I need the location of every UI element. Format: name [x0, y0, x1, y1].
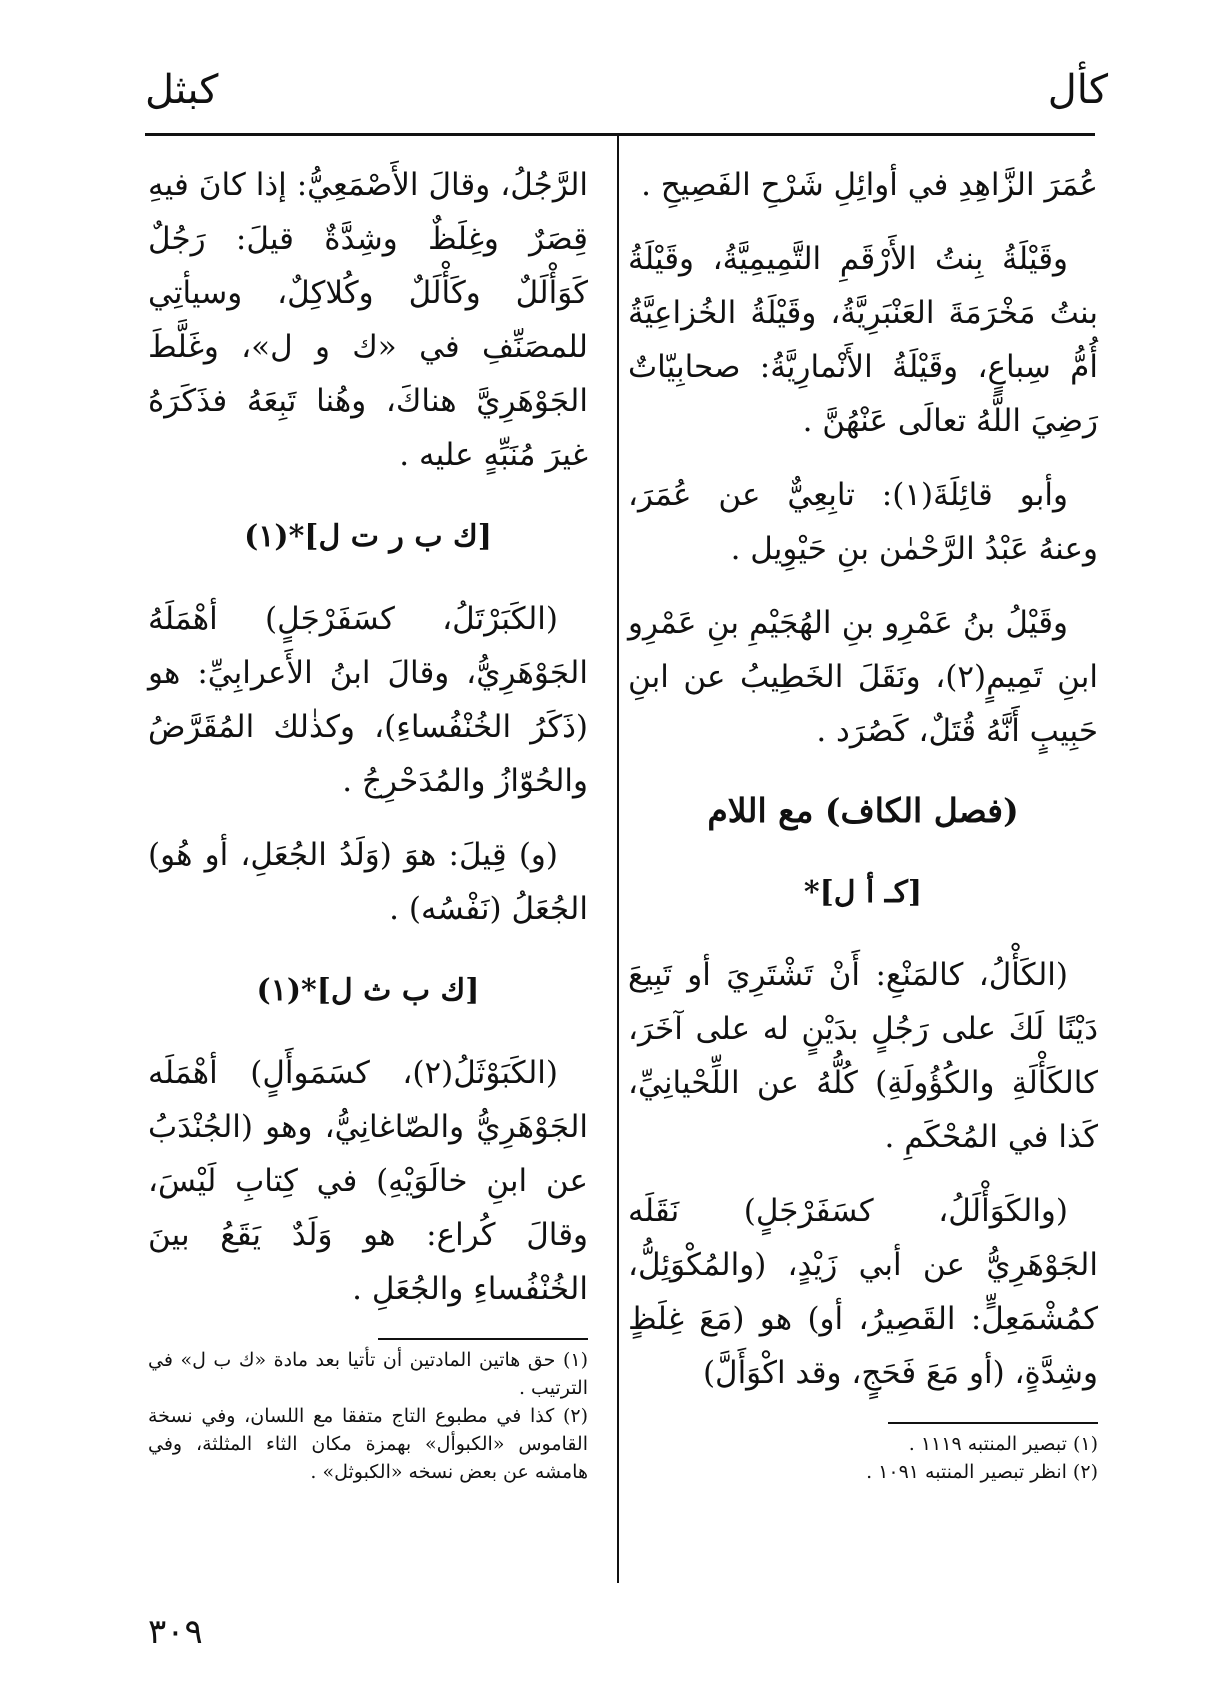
column-divider	[617, 133, 619, 1583]
paragraph: وأبو قائِلَةَ(١): تابِعِيٌّ عن عُمَرَ، وعنهُ عَبْدُ الرَّحْمٰن بنِ حَيْوِيل .	[628, 477, 1098, 567]
entry-heading: [ك ب ر ت ل]*(١)	[244, 519, 492, 554]
paragraph: (الكَبَرْتَلُ، كسَفَرْجَلٍ) أهْمَلَهُ الجَوْهَرِيُّ، وقالَ ابنُ الأَعرابِيِّ: هو (ذَكَرُ الخُنْفُساءِ)، وكذٰلك المُقَرَّضُ والحُوّازُ والمُدَحْرِجُ .	[148, 601, 588, 799]
paragraph: (الكَأْلُ، كالمَنْعِ: أَنْ تَشْتَرِيَ أو تَبِيعَ دَيْنًا لَكَ على رَجُلٍ بدَيْنٍ له على آخَرَ، كالكَأْلَةِ والكُؤُولَةِ) كُلُّهُ عن اللِّحْيانِيِّ، كَذا في المُحْكَمِ .	[628, 957, 1098, 1155]
entry-heading: [ك ب ث ل]*(١)	[256, 973, 480, 1008]
right-column	[628, 158, 1098, 1486]
header-rule	[145, 133, 1095, 136]
footnote: (٢) انظر تبصير المنتبه ١٠٩١ .	[866, 1461, 1098, 1483]
page-header	[145, 67, 1108, 130]
footnote-rule	[378, 1338, 588, 1340]
left-column	[148, 158, 588, 1486]
paragraph: الرَّجُلُ، وقالَ الأَصْمَعِيُّ: إذا كانَ فيهِ قِصَرٌ وغِلَظٌ وشِدَّةٌ قيلَ: رَجُلٌ كَوَأْلَلٌ وكَأْلَلٌ وكُلاكِلٌ، وسيأتِي للمصَنِّفِ في «ك و ل»، وغَلَّطَ الجَوْهَرِيَّ هناكَ، وهُنا تَبِعَهُ فذَكَرَهُ غيرَ مُنَبِّهٍ عليه .	[148, 167, 588, 473]
paragraph: (والكَوَأْلَلُ، كسَفَرْجَلٍ) نَقَلَه الجَوْهَرِيُّ عن أبي زَيْدٍ، (والمُكْوَئِلُّ، كمُشْمَعِلٍّ: القَصِيرُ، أو) هو (مَعَ غِلَظٍ وشِدَّةٍ، (أو مَعَ فَحَجٍ، وقد اكْوَأَلَّ)	[628, 1193, 1098, 1391]
running-head-right: كأل	[1047, 67, 1108, 113]
footnote: (١) حق هاتين المادتين أن تأتيا بعد مادة «ك ب ل» في الترتيب .	[148, 1349, 588, 1399]
running-head-left: كبثل	[145, 67, 219, 113]
paragraph: (الكَبَوْثَلُ(٢)، كسَمَوأَلٍ) أهْمَلَه الجَوْهَرِيُّ والصّاغانِيُّ، وهو (الجُنْدَبُ عن ابنِ خالَوَيْهِ) في كِتابِ لَيْسَ، وقالَ كُراع: هو وَلَدٌ يَقَعُ بينَ الخُنْفُساءِ والجُعَلِ .	[148, 1055, 588, 1307]
paragraph: وقَيْلُ بنُ عَمْرِو بنِ الهُجَيْمِ بنِ عَمْرِو ابنِ تَمِيمٍ(٢)، ونَقَلَ الخَطِيبُ عن ابنِ حَبِيبٍ أَنَّهُ قُتَلٌ، كَصُرَد .	[628, 605, 1098, 749]
section-title: (فصل الكاف) مع اللام	[707, 791, 1019, 830]
entry-heading: [كـ أ ل]*	[803, 875, 923, 910]
paragraph: (و) قِيلَ: هوَ (وَلَدُ الجُعَلِ، أو هُو) الجُعَلُ (نَفْسُه) .	[148, 837, 588, 927]
footnote: (٢) كذا في مطبوع التاج متفقا مع اللسان، وفي نسخة القاموس «الكبوأل» بهمزة مكان الثاء المثلثة، وفي هامشه عن بعض نسخه «الكبوثل» .	[148, 1405, 588, 1483]
paragraph: عُمَرَ الزَّاهِدِ في أوائِلِ شَرْحِ الفَصِيحِ .	[641, 167, 1098, 203]
paragraph: وقَيْلَةُ بِنتُ الأَرْقَمِ التَّمِيمِيَّةُ، وقَيْلَةُ بنتُ مَخْرَمَةَ العَنْبَرِيَّةُ، وقَيْلَةُ الخُزاعِيَّةُ أُمُّ سِباعٍ، وقَيْلَةُ الأَنْمارِيَّةُ: صحابِيّاتٌ رَضِيَ اللَّهُ تعالَى عَنْهُنَّ .	[628, 241, 1098, 439]
footnote: (١) تبصير المنتبه ١١١٩ .	[908, 1433, 1098, 1455]
footnote-rule	[888, 1422, 1098, 1424]
page-number: ٣٠٩	[148, 1612, 203, 1652]
